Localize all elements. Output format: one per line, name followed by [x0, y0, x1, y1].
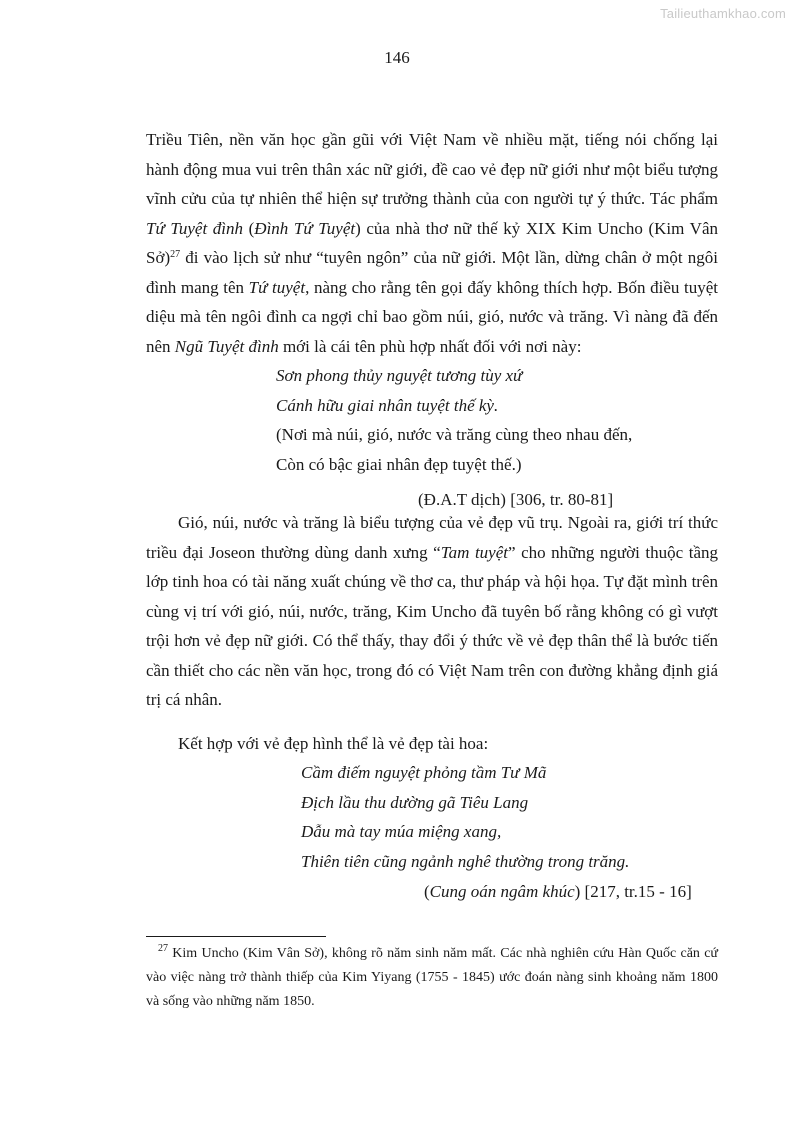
footnote-divider — [146, 936, 326, 937]
poem-line: Dẫu mà tay múa miệng xang, — [301, 822, 502, 841]
poem-line: Địch lầu thu dường gã Tiêu Lang — [301, 792, 529, 812]
text-run: Gió, núi, nước và trăng là biểu tượng của vẻ đẹp vũ trụ. Ngoài ra, giới trí thức triều đại Joseon thường dùng danh xưng “ — [146, 513, 718, 562]
paragraph-2 — [146, 508, 718, 715]
text-run: ( — [424, 882, 430, 901]
text-run: ” cho những người thuộc tầng lớp tinh hoa có tài năng xuất chúng về thơ ca, thư pháp và hội họa. Tự đặt mình trên cùng vị trí với gió, núi, nước, trăng, Kim Uncho đã tuyên bố rằng không có gì vượt trội hơn vẻ đẹp nữ giới. Có thể thấy, thay đổi ý thức về vẻ đẹp thân thể là bước tiến cần thiết cho các nền văn học, trong đó có Việt Nam trên con đường khẳng định giá trị cá nhân. — [146, 542, 718, 709]
poem-line: Cánh hữu giai nhân tuyệt thế kỳ. — [276, 395, 499, 415]
watermark: Tailieuthamkhao.com — [660, 6, 786, 21]
footnote-number: 27 — [158, 943, 168, 954]
page-number: 146 — [384, 48, 410, 67]
poem-1-citation: (Đ.A.T dịch) [306, tr. 80-81] — [418, 490, 614, 509]
text-run: , nàng cho rằng tên gọi đấy không thích hợp. Bốn điều tuyệt diệu mà tên ngôi đình ca ngợi chỉ bao gồm núi, gió, nước và trăng. Vì nàng đã đến nên — [146, 277, 719, 356]
term: Tam tuyệt — [440, 542, 508, 562]
text-run: ) của nhà thơ nữ thế kỷ XIX Kim Uncho (Kim Vân Sở) — [146, 218, 719, 267]
text-run: ( — [243, 218, 255, 238]
text-run: Triều Tiên, nền văn học gần gũi với Việt Nam về nhiều mặt, tiếng nói chống lại hành động mua vui trên thân xác nữ giới, đề cao vẻ đẹp nữ giới như một biểu tượng vĩnh cửu của tự nhiên thể hiện sự trưởng thành của con người tự ý thức. Tác phẩm — [146, 130, 718, 208]
poem-2 — [301, 758, 629, 876]
paragraph-3 — [146, 729, 718, 759]
work-title: Cung oán ngâm khúc — [429, 882, 575, 901]
poem-line: Thiên tiên cũng ngảnh nghê thường trong trăng. — [301, 851, 630, 871]
poem-translation-line: Còn có bậc giai nhân đẹp tuyệt thế.) — [276, 454, 522, 474]
poem-line: Cầm điếm nguyệt phỏng tầm Tư Mã — [301, 763, 547, 782]
poem-1 — [276, 361, 632, 479]
work-title: Ngũ Tuyệt đình — [174, 336, 279, 356]
work-title: Tứ Tuyệt đình — [146, 218, 244, 238]
paragraph-3-text: Kết hợp với vẻ đẹp hình thể là vẻ đẹp tài hoa: — [178, 734, 489, 753]
work-title: Đình Tứ Tuyệt — [254, 218, 356, 238]
footnote-text: Kim Uncho (Kim Vân Sở), không rõ năm sinh năm mất. Các nhà nghiên cứu Hàn Quốc căn cứ vào việc nàng trở thành thiếp của Kim Yiyang (1755 - 1845) ước đoán nàng sinh khoảng năm 1800 và sống vào những năm 1850. — [146, 946, 718, 1009]
footnote — [146, 942, 718, 1014]
text-run: mới là cái tên phù hợp nhất đối với nơi này: — [278, 336, 582, 356]
poem-translation-line: (Nơi mà núi, gió, nước và trăng cùng theo nhau đến, — [276, 425, 633, 444]
work-title: Tứ tuyệt — [248, 277, 306, 297]
text-run: ) [217, tr.15 - 16] — [574, 882, 692, 901]
text-run: đi vào lịch sử như “tuyên ngôn” của nữ giới. Một lần, dừng chân ở một ngôi đình mang tên — [146, 248, 718, 297]
poem-2-citation — [424, 882, 692, 902]
paragraph-1 — [146, 125, 718, 361]
footnote-ref[interactable]: 27 — [170, 249, 181, 260]
poem-line: Sơn phong thủy nguyệt tương tùy xứ — [276, 366, 523, 385]
